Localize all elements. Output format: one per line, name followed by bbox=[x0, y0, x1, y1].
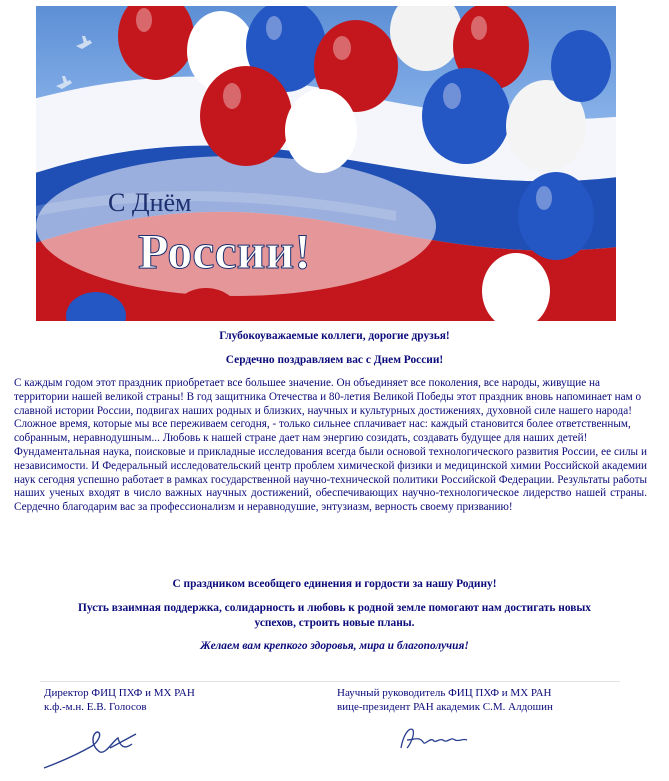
balloon-icon bbox=[422, 68, 510, 164]
signer-name: к.ф.-м.н. Е.В. Голосов bbox=[44, 701, 147, 713]
signer-name: вице-президент РАН академик С.М. Алдошин bbox=[337, 701, 553, 713]
balloon-icon bbox=[518, 172, 594, 260]
holiday-banner bbox=[36, 6, 616, 321]
letter-salutation: Глубокоуважаемые коллеги, дорогие друзья! bbox=[219, 330, 450, 342]
letter-congrats: Сердечно поздравляем вас с Днем России! bbox=[225, 354, 444, 366]
signature-block-right bbox=[337, 686, 553, 714]
balloon-icon bbox=[285, 89, 357, 173]
signature-block-left bbox=[44, 686, 195, 714]
banner-illustration bbox=[36, 6, 616, 321]
paragraph: С каждым годом этот праздник приобретает все большее значение. Он объединяет все поколения, все народы, живущие на территории нашей великой страны! В год защитника Отечества и 80-летия Великой Победы этот праздник вновь напоминает нам о славной истории России, подвигах наших родных и близких, научных и культурных достижениях, духовной силе нашего народа! bbox=[14, 377, 642, 417]
letter-body bbox=[14, 377, 647, 515]
banner-greeting-small: С Днём bbox=[108, 188, 192, 217]
balloon-icon bbox=[200, 66, 292, 166]
banner-greeting-big: России! bbox=[138, 223, 311, 279]
balloon-icon bbox=[118, 6, 194, 80]
signer-title: Директор ФИЦ ПХФ и МХ РАН bbox=[44, 687, 195, 699]
signer-title: Научный руководитель ФИЦ ПХФ и МХ РАН bbox=[337, 687, 552, 699]
handwritten-signature-left bbox=[40, 724, 150, 774]
divider bbox=[40, 681, 620, 682]
closing-line-2: Пусть взаимная поддержка, солидарность и любовь к родной земле помогают нам достигать новых успехов, строить новые планы. bbox=[78, 602, 591, 629]
paragraph: Фундаментальная наука, поисковые и прикладные исследования всегда были основой технологического развития России, ее силы и независимости. И Федеральный исследовательский центр проблем химической физики и медицинской химии Российской академии наук сегодня успешно работает в рамках государственной научно-технической политики Российской Федерации. Результаты работы наших ученых входят в число важных научных достижений, обеспечивающих научно-технологическое лидерство нашей страны. Сердечно благодарим вас за профессионализм и неравнодушие, энтузиазм, верность своему призванию! bbox=[14, 445, 647, 514]
balloon-icon bbox=[551, 30, 611, 102]
handwritten-signature-right bbox=[395, 718, 475, 758]
closing-line-1: С праздником всеобщего единения и гордости за нашу Родину! bbox=[172, 578, 497, 590]
balloon-icon bbox=[390, 6, 462, 71]
paragraph: Сложное время, которые мы все переживаем сегодня, - только сильнее сплачивает нас: каждый становится более ответственным, собранным, неравнодушным... Любовь к нашей стране дает нам энергию созидать, создавать будущее для наших детей! bbox=[14, 418, 631, 445]
closing-line-3: Желаем вам крепкого здоровья, мира и благополучия! bbox=[200, 640, 469, 652]
